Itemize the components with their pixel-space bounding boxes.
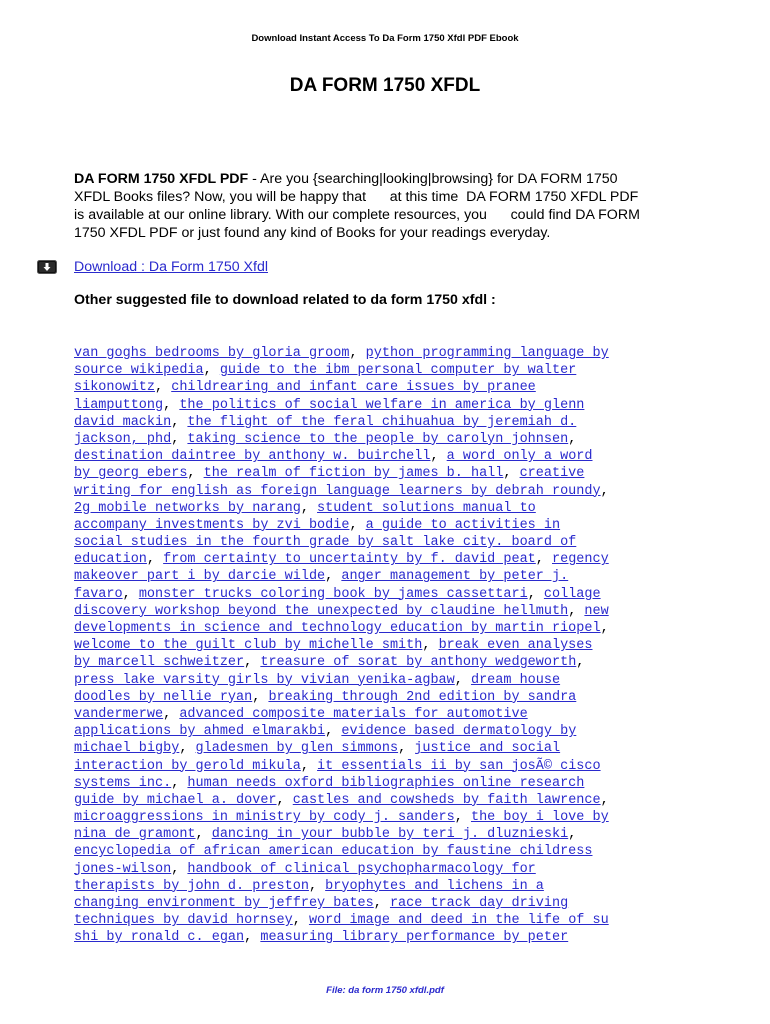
suggested-file-link[interactable]: jones-wilson [74,861,172,877]
suggested-line [74,414,714,431]
separator: , [568,431,577,447]
suggested-line [74,654,714,671]
page-header: Download Instant Access To Da Form 1750 Xfdl PDF Ebook [251,33,519,44]
suggested-file-link[interactable]: changing environment by jeffrey bates [74,896,374,911]
suggested-line [74,465,714,482]
suggested-file-link[interactable]: the politics of social welfare in america by glenn [179,397,585,413]
suggested-file-link[interactable]: makeover part i by darcie wilde [74,569,326,585]
suggested-file-link[interactable]: destination daintree by anthony w. buirchell [74,449,431,465]
suggested-file-link[interactable]: source wikipedia [74,363,204,379]
suggested-line [74,929,714,946]
suggested-file-link[interactable]: word image and deed in the life of su [308,913,609,929]
suggested-file-link[interactable]: sikonowitz [74,380,156,396]
separator: , [252,689,269,705]
suggested-file-link[interactable]: favaro [74,586,123,602]
suggested-file-link[interactable]: encyclopedia of african american education by faustine childress [74,844,593,860]
separator: , [308,878,326,894]
suggested-file-link[interactable]: guide to the ibm personal computer by walter [219,363,577,379]
suggested-line [74,551,714,568]
suggested-file-link[interactable]: nina de gramont [74,827,196,843]
suggested-line [74,758,714,775]
separator: , [600,483,609,499]
suggested-file-link[interactable]: monster trucks coloring book by james cassettari [138,586,528,602]
suggested-line [74,379,714,396]
suggested-file-link[interactable]: guide by michael a. dover [74,792,277,808]
suggested-file-link[interactable]: discovery workshop beyond the unexpected by claudine hellmuth [74,603,569,619]
suggested-file-link[interactable]: race track day driving [389,896,569,911]
suggested-file-link[interactable]: break even analyses [438,638,593,654]
suggested-files-heading: Other suggested file to download related to da form 1750 xfdl : [74,292,496,308]
suggested-line [74,861,714,878]
suggested-file-link[interactable]: the realm of fiction by james b. hall [203,466,504,482]
suggested-file-link[interactable]: van goghs bedrooms by gloria groom [74,346,350,361]
suggested-line [74,620,714,637]
separator: , [535,552,552,568]
suggested-file-link[interactable]: vandermerwe [74,706,164,722]
separator: , [600,621,609,636]
separator: , [292,913,309,929]
separator: , [422,638,439,654]
suggested-file-link[interactable]: dream house [470,672,561,688]
suggested-line [74,362,714,379]
suggested-file-link[interactable]: student solutions manual to [317,500,536,516]
suggested-line [74,586,714,603]
intro-text: - Are you {searching|looking|browsing} for DA FORM 1750 [248,171,618,187]
separator: , [325,569,342,585]
suggested-line [74,517,714,534]
suggested-file-link[interactable]: castles and cowsheds by faith lawrence [292,792,601,808]
separator: , [171,775,188,791]
suggested-line [74,740,714,757]
separator: , [163,397,180,413]
download-icon[interactable] [37,260,57,274]
suggested-line [74,397,714,414]
suggested-line [74,826,714,843]
intro-line [74,170,714,188]
suggested-file-link[interactable]: education [74,552,147,568]
suggested-file-link[interactable]: it essentials ii by san josÃ© cisco [317,758,601,774]
suggested-line [74,534,714,551]
suggested-file-link[interactable]: breaking through 2nd edition by sandra [268,689,577,705]
suggested-file-link[interactable]: justice and social [414,741,561,757]
separator: , [398,741,415,757]
suggested-line [74,895,714,912]
suggested-file-link[interactable]: handbook of clinical psychopharmacology for [187,861,536,877]
suggested-file-link[interactable]: evidence based dermatology by [341,724,577,740]
separator: , [195,827,212,843]
intro-text: XFDL Books files? Now, you will be happy that at this time DA FORM 1750 XFDL PDF [74,189,639,205]
separator: , [568,827,577,843]
separator: , [503,466,520,482]
suggested-file-link[interactable]: advanced composite materials for automotive [179,706,528,722]
suggested-line [74,431,714,448]
separator: , [349,346,366,361]
separator: , [600,792,609,808]
intro-bold-title: DA FORM 1750 XFDL PDF [74,171,249,187]
suggested-file-link[interactable]: collage [543,586,601,602]
suggested-file-link[interactable]: human needs oxford bibliographies online research [187,775,585,791]
suggested-line [74,723,714,740]
suggested-line [74,345,714,362]
suggested-file-link[interactable]: accompany investments by zvi bodie [74,517,350,533]
intro-paragraph [74,170,714,242]
suggested-file-link[interactable]: by marcell schweitzer [74,655,245,671]
separator: , [244,930,261,946]
suggested-line [74,706,714,723]
document-title: DA FORM 1750 XFDL [289,75,481,96]
separator: , [122,586,139,602]
download-link[interactable]: Download : Da Form 1750 Xfdl [74,259,268,275]
intro-text: is available at our online library. With our complete resources, you could find DA FORM [74,207,640,223]
separator: , [349,517,366,533]
separator: , [373,896,390,911]
suggested-file-link[interactable]: systems inc. [74,775,172,791]
suggested-file-link[interactable]: a guide to activities in [365,517,561,533]
suggested-files-list [74,345,714,947]
suggested-file-link[interactable]: press lake varsity girls by vivian yenika-agbaw [74,672,455,688]
suggested-file-link[interactable]: doodles by nellie ryan [74,689,253,705]
suggested-file-link[interactable]: childrearing and infant care issues by pranee [171,380,536,396]
suggested-line [74,500,714,517]
separator: , [454,672,471,688]
intro-line [74,206,714,224]
suggested-file-link[interactable]: dancing in your bubble by teri j. dluznieski [211,827,569,843]
suggested-line [74,912,714,929]
suggested-file-link[interactable]: 2g mobile networks by narang [74,500,301,516]
suggested-line [74,878,714,895]
suggested-line [74,792,714,809]
suggested-file-link[interactable]: techniques by david hornsey [74,913,293,929]
separator: , [244,655,261,671]
suggested-file-link[interactable]: python programming language by [365,346,609,361]
suggested-file-link[interactable]: the flight of the feral chihuahua by jeremiah d. [187,414,577,430]
separator: , [527,586,544,602]
separator: , [155,380,172,396]
suggested-line [74,637,714,654]
suggested-line [74,568,714,585]
suggested-file-link[interactable]: by georg ebers [74,466,188,482]
suggested-file-link[interactable]: anger management by peter j. [341,569,569,585]
suggested-file-link[interactable]: developments in science and technology education by martin riopel [74,621,601,636]
suggested-file-link[interactable]: bryophytes and lichens in a [325,878,544,894]
suggested-file-link[interactable]: welcome to the guilt club by michelle smith [74,638,423,654]
separator: , [276,792,293,808]
suggested-line [74,483,714,500]
separator: , [163,706,180,722]
separator: , [430,449,447,465]
suggested-file-link[interactable]: from certainty to uncertainty by f. david peat [163,552,536,568]
suggested-file-link[interactable]: measuring library performance by peter [260,930,569,946]
suggested-file-link[interactable]: treasure of sorat by anthony wedgeworth [260,655,577,671]
suggested-file-link[interactable]: david mackin [74,414,172,430]
separator: , [325,724,342,740]
suggested-file-link[interactable]: creative [519,466,585,482]
suggested-file-link[interactable]: taking science to the people by carolyn johnsen [187,431,569,447]
suggested-line [74,672,714,689]
suggested-file-link[interactable]: applications by ahmed elmarakbi [74,724,326,740]
suggested-file-link[interactable]: the boy i love by [470,810,609,826]
suggested-file-link[interactable]: gladesmen by glen simmons [195,741,399,757]
suggested-file-link[interactable]: new [584,603,609,619]
separator: , [300,500,318,516]
separator: , [568,603,585,619]
suggested-line [74,775,714,792]
suggested-line [74,689,714,706]
intro-text: 1750 XFDL PDF or just found any kind of Books for your readings everyday. [74,225,551,241]
separator: , [203,363,220,379]
suggested-file-link[interactable]: writing for english as foreign language learners by debrah roundy [74,483,601,499]
suggested-file-link[interactable]: interaction by gerold mikula [74,758,301,774]
suggested-line [74,603,714,620]
separator: , [576,655,585,671]
page-footer: File: da form 1750 xfdl.pdf [326,985,444,996]
separator: , [171,861,188,877]
intro-line [74,224,714,242]
separator: , [179,741,196,757]
suggested-file-link[interactable]: regency [552,552,609,568]
suggested-line [74,448,714,465]
suggested-line [74,843,714,860]
suggested-file-link[interactable]: michael bigby [74,741,180,757]
suggested-file-link[interactable]: microaggressions in ministry by cody j. sanders [74,810,455,826]
suggested-file-link[interactable]: liamputtong [74,397,164,413]
suggested-file-link[interactable]: social studies in the fourth grade by salt lake city. board of [74,535,577,551]
suggested-file-link[interactable]: shi by ronald c. egan [74,930,245,946]
separator: , [187,466,204,482]
suggested-file-link[interactable]: therapists by john d. preston [74,878,309,894]
separator: , [171,431,188,447]
separator: , [171,414,188,430]
suggested-line [74,809,714,826]
separator: , [454,810,471,826]
separator: , [300,758,318,774]
separator: , [146,552,164,568]
intro-line [74,188,714,206]
suggested-file-link[interactable]: a word only a word [446,449,593,465]
suggested-file-link[interactable]: jackson, phd [74,431,172,447]
